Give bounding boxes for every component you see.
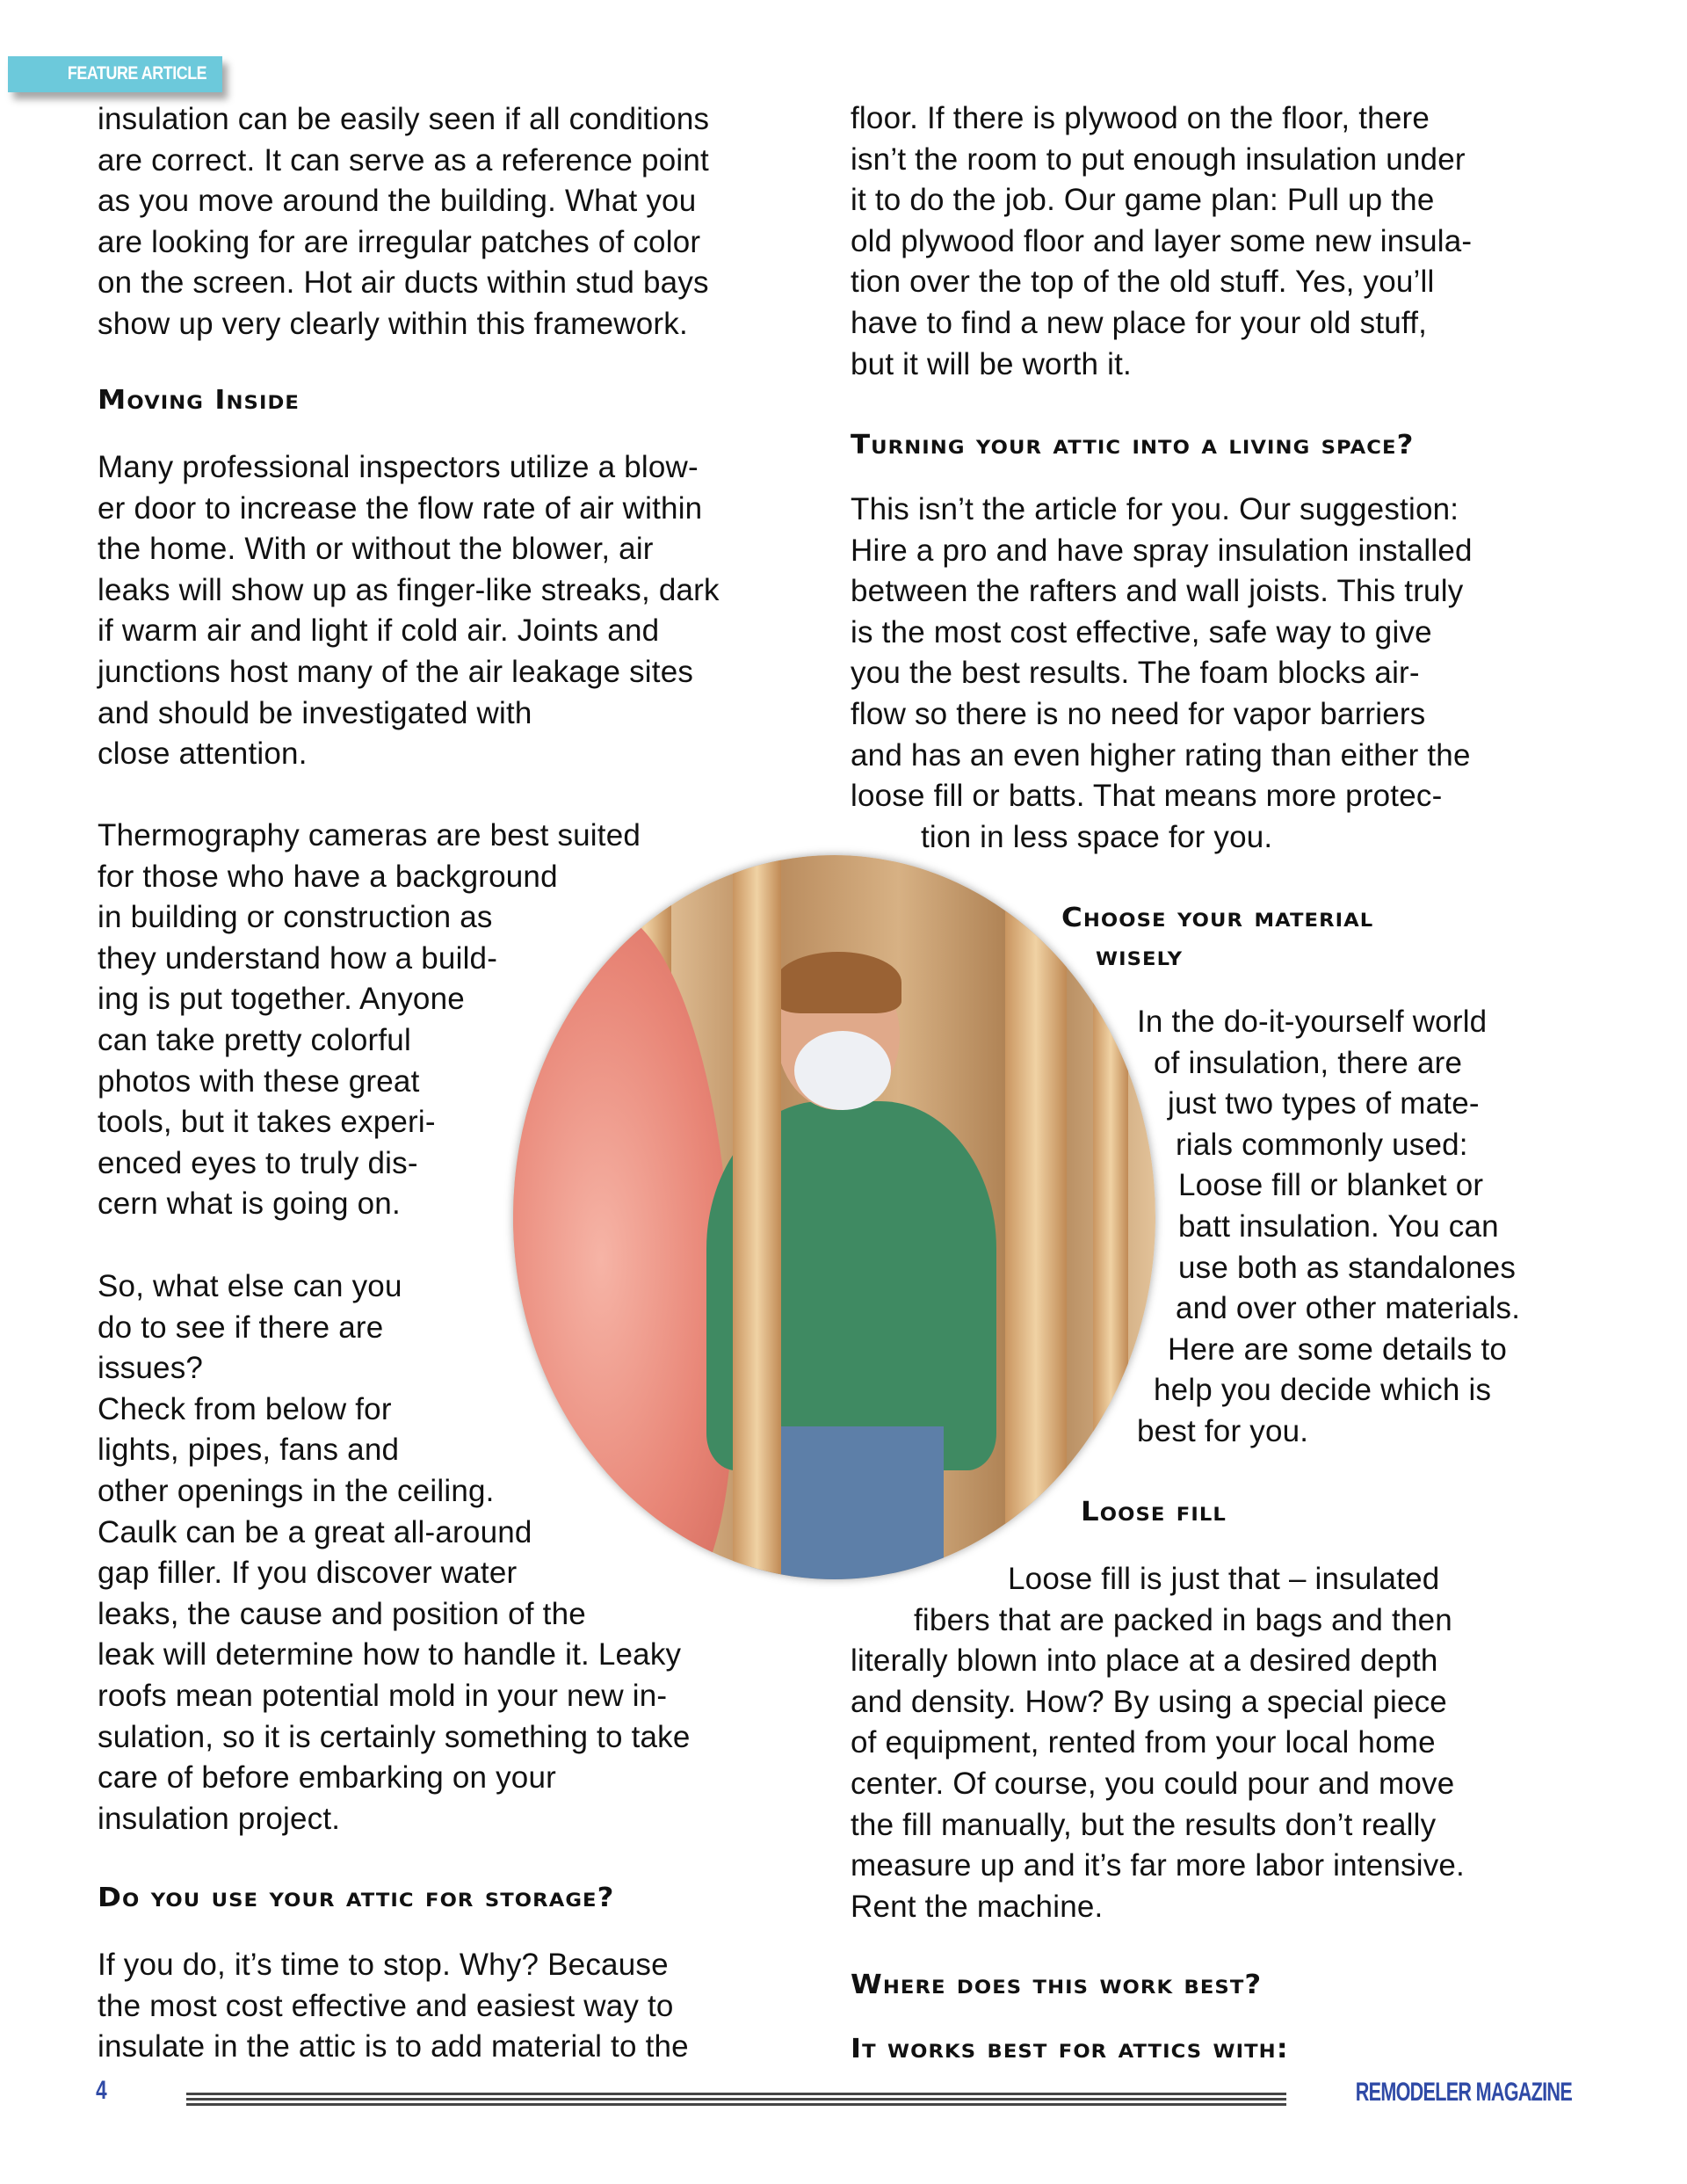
text-line: flow so there is no need for vapor barriers [851,696,1426,731]
text-line: measure up and it’s far more labor intensive. [851,1848,1465,1883]
text-line: insulation can be easily seen if all conditions [98,102,710,136]
text-line: Hire a pro and have spray insulation installed [851,533,1473,568]
heading-line: Choose your material [1061,903,1374,933]
text-line: are correct. It can serve as a reference point [98,142,709,178]
heading-living-space [851,426,1415,465]
text-line: cern what is going on. [98,1186,401,1222]
text-line: Check from below for [98,1391,392,1426]
text-line: sulation, so it is certainly something to take [98,1719,691,1754]
text-line: If you do, it’s time to stop. Why? Because [98,1948,669,1982]
right-paragraph-1 [851,98,1472,385]
left-paragraph-2 [98,447,720,775]
text-line: Loose fill or blanket or [1178,1168,1484,1203]
text-line: and has an even higher rating than either the [851,737,1471,773]
page-number: 4 [96,2076,107,2105]
footer-rule [186,2093,1286,2095]
heading-loose-fill [851,1493,1227,1532]
text-line: just two types of mate- [1168,1086,1480,1121]
text-line: leaks will show up as finger-like streaks, dark [98,572,720,607]
text-line: close attention. [98,736,308,772]
text-line: tion in less space for you. [921,819,1273,854]
text-line: on the screen. Hot air ducts within stud bays [98,265,709,301]
text-line: enced eyes to truly dis- [98,1145,418,1180]
text-line: the fill manually, but the results don’t really [851,1807,1437,1842]
heading-moving-inside [98,381,300,420]
text-line: you the best results. The foam blocks air- [851,656,1420,691]
text-line: Rent the machine. [851,1889,1104,1924]
text-line: Here are some details to [1168,1331,1508,1367]
text-line: of insulation, there are [1154,1045,1463,1080]
text-line: In the do-it-yourself world [1137,1005,1488,1039]
heading-line: Do you use your attic for storage? [98,1883,615,1913]
heading-line: Where does this work best? [851,1970,1263,2000]
heading-where-works-best [851,1966,1263,2005]
text-line: issues? [98,1351,204,1386]
footer-rule [186,2103,1286,2106]
text-line: are looking for are irregular patches of color [98,224,701,259]
text-line: it to do the job. Our game plan: Pull up the [851,183,1435,218]
text-line: loose fill or batts. That means more protec- [851,779,1443,814]
text-line: and over other materials. [1176,1291,1521,1326]
text-line: photos with these great [98,1063,420,1099]
text-line: leaks, the cause and position of the [98,1596,586,1631]
text-line: care of before embarking on your [98,1760,556,1796]
text-line: and density. How? By using a special piece [851,1684,1447,1719]
text-line: junctions host many of the air leakage sites [98,654,694,689]
text-line: the home. With or without the blower, air [98,532,654,567]
text-line: use both as standalones [1178,1250,1517,1285]
right-paragraph-4 [851,1559,1465,1927]
text-line: leak will determine how to handle it. Leaky [98,1637,682,1672]
text-line: er door to increase the flow rate of air within [98,490,703,526]
text-line: but it will be worth it. [851,346,1132,381]
text-line: So, what else can you [98,1269,402,1303]
text-line: Caulk can be a great all-around [98,1514,532,1549]
text-line: roofs mean potential mold in your new in- [98,1678,668,1713]
text-line: rials commonly used: [1176,1127,1468,1162]
text-line: other openings in the ceiling. [98,1473,495,1508]
tag-label: FEATURE ARTICLE [67,63,206,83]
text-line: center. Of course, you could pour and move [851,1766,1455,1801]
text-line: lights, pipes, fans and [98,1433,400,1468]
heading-attics-with [851,2030,1289,2069]
text-line: help you decide which is [1154,1373,1492,1408]
text-line: is the most cost effective, safe way to give [851,614,1432,649]
text-line: have to find a new place for your old stuff, [851,305,1428,340]
right-paragraph-2 [851,490,1473,858]
text-line: literally blown into place at a desired depth [851,1643,1438,1679]
text-line: the most cost effective and easiest way to [98,1988,674,2023]
left-paragraph-3 [98,816,641,1225]
text-line: isn’t the room to put enough insulation under [851,141,1466,177]
text-line: old plywood floor and layer some new insula- [851,223,1473,258]
text-line: insulate in the attic is to add material to the [98,2029,689,2064]
text-line: they understand how a build- [98,940,498,976]
text-line: for those who have a background [98,859,558,894]
left-paragraph-1 [98,99,709,345]
text-line: as you move around the building. What you [98,184,697,219]
text-line: Many professional inspectors utilize a blow- [98,450,699,484]
heading-line: wisely [1096,941,1184,972]
text-line: ing is put together. Anyone [98,982,465,1017]
magazine-brand: REMODELER MAGAZINE [1355,2078,1572,2107]
text-line: insulation project. [98,1801,341,1836]
heading-line: It works best for attics with: [851,2034,1289,2064]
text-line: batt insulation. You can [1178,1208,1499,1244]
text-line: and should be investigated with [98,695,532,730]
text-line: Loose fill is just that – insulated [1008,1562,1440,1596]
text-line: in building or construction as [98,900,493,935]
text-line: tools, but it takes experi- [98,1105,436,1140]
text-line: This isn’t the article for you. Our suggestion: [851,492,1459,526]
heading-line: Turning your attic into a living space? [851,430,1415,461]
heading-line: Loose fill [1081,1497,1227,1527]
left-paragraph-5 [98,1945,689,2068]
right-paragraph-3 [851,1002,1520,1453]
text-line: if warm air and light if cold air. Joints and [98,613,660,649]
feature-article-tag [8,56,222,92]
text-line: between the rafters and wall joists. This truly [851,574,1464,609]
left-paragraph-4 [98,1266,691,1839]
text-line: do to see if there are [98,1310,384,1345]
heading-line: Moving Inside [98,385,300,416]
text-line: show up very clearly within this framework. [98,306,688,341]
text-line: of equipment, rented from your local home [851,1725,1436,1760]
text-line: floor. If there is plywood on the floor, there [851,101,1430,135]
text-line: fibers that are packed in bags and then [914,1602,1452,1637]
text-line: gap filler. If you discover water [98,1556,518,1591]
text-line: Thermography cameras are best suited [98,818,641,853]
text-line: best for you. [1137,1413,1309,1448]
heading-attic-storage [98,1879,615,1918]
text-line: can take pretty colorful [98,1022,411,1057]
text-line: tion over the top of the old stuff. Yes, you’ll [851,265,1435,300]
heading-choose-material [851,899,1374,976]
footer-rule [186,2098,1286,2101]
